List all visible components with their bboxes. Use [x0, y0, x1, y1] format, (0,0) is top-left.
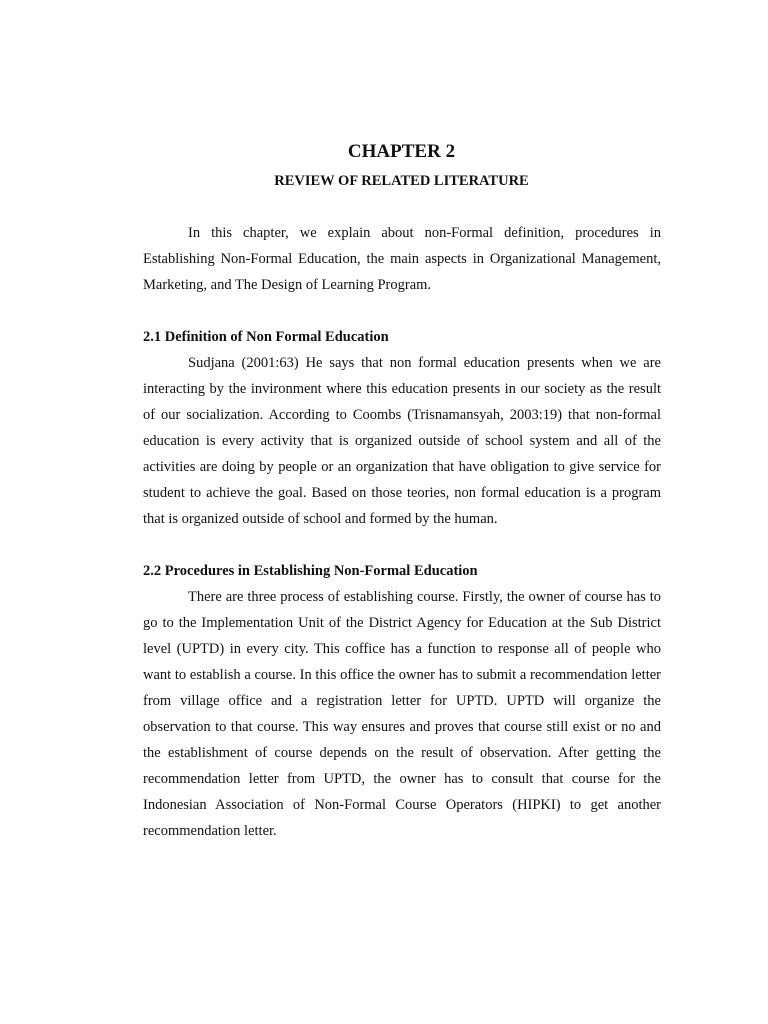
section-heading: 2.2 Procedures in Establishing Non-Formal Education	[143, 563, 478, 579]
section-paragraph: Sudjana (2001:63) He says that non formal education presents when we are interacting by the invironment where this education presents in our society as the result of our socialization. According to Coombs (Trisnamansyah, 2003:19) that non-formal education is every activity that is organized outside of school system and all of the activities are doing by people or an organization that have obligation to give service for student to achieve the goal. Based on those teories, non formal education is a program that is organized outside of school and formed by the human.	[143, 355, 661, 527]
section-heading: 2.1 Definition of Non Formal Education	[143, 329, 389, 345]
chapter-subtitle: REVIEW OF RELATED LITERATURE	[274, 173, 529, 189]
intro-paragraph: In this chapter, we explain about non-Formal definition, procedures in Establishing Non-Formal Education, the main aspects in Organizational Management, Marketing, and The Design of Learning Program.	[143, 225, 661, 293]
intro-section	[143, 220, 661, 298]
section-paragraph: There are three process of establishing course. Firstly, the owner of course has to go to the Implementation Unit of the District Agency for Education at the Sub District level (UPTD) in every city. This coffice has a function to response all of people who want to establish a course. In this office the owner has to submit a recommendation letter from village office and a registration letter for UPTD. UPTD will organize the observation to that course. This way ensures and proves that course still exist or no and the establishment of course depends on the result of observation. After getting the recommendation letter from UPTD, the owner has to consult that course for the Indonesian Association of Non-Formal Course Operators (HIPKI) to get another recommendation letter.	[143, 589, 661, 839]
section-procedures	[143, 558, 661, 844]
section-definition	[143, 324, 661, 532]
chapter-title: CHAPTER 2	[347, 141, 456, 162]
